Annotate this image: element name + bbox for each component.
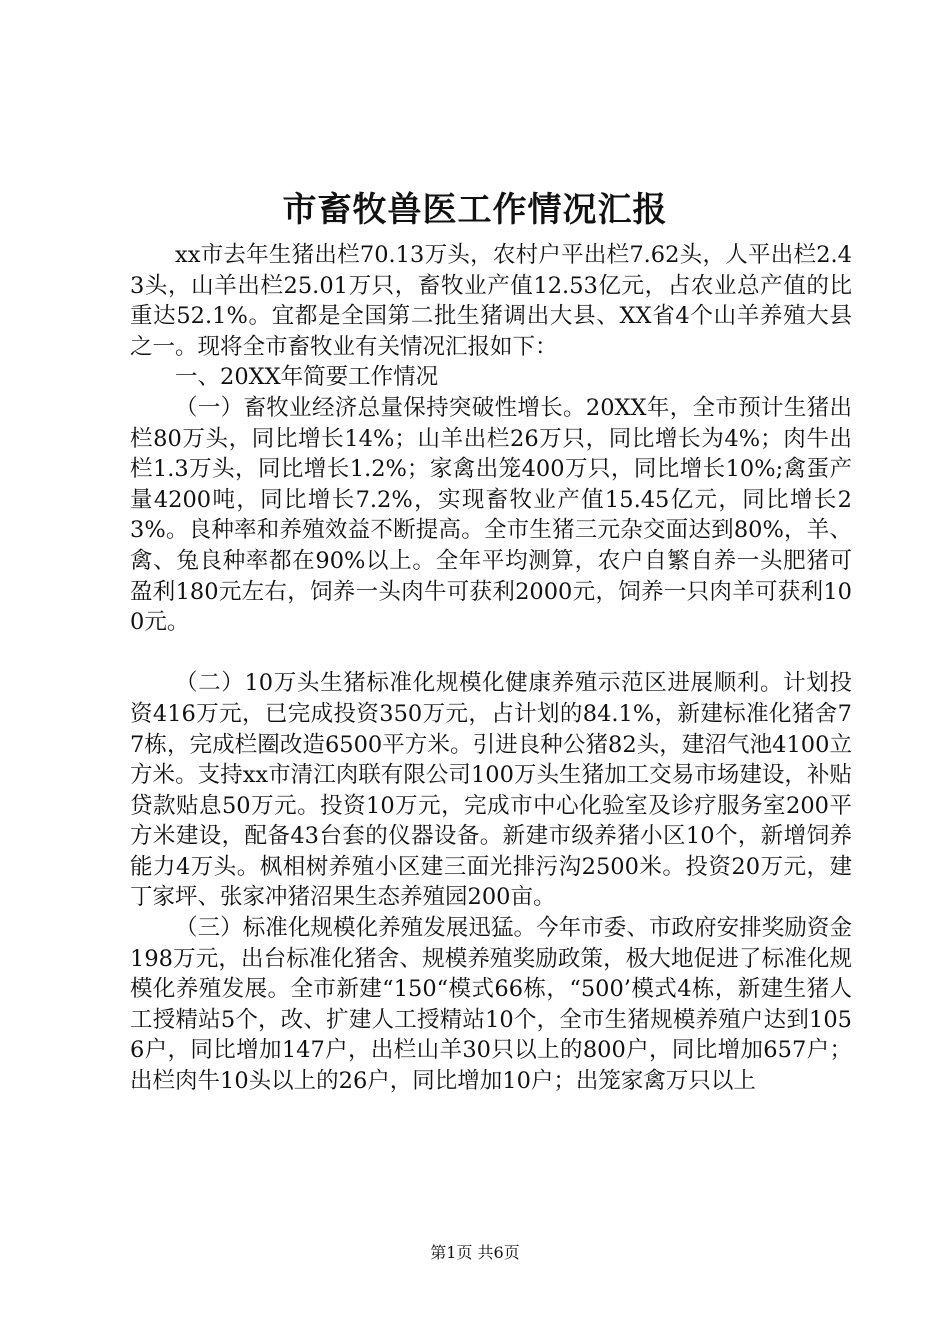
page-footer: 第1页 共6页 (430, 1243, 520, 1262)
paragraph-item-3: （三）标准化规模化养殖发展迅猛。今年市委、市政府安排奖励资金198万元，出台标准化猪舍、规模养殖奖励政策，极大地促进了标准化规模化养殖发展。全市新建“150“模式66栋，“500’模式4栋，新建生猪人工授精站5个，改、扩建人工授精站10个，全市生猪规模养殖户达到1056户，同比增加147户，出栏山羊30只以上的800户，同比增加657户；出栏肉牛10头以上的26户，同比增加10户；出笼家禽万只以上 (130, 915, 852, 1095)
paragraph-intro: xx市去年生猪出栏70.13万头，农村户平出栏7.62头，人平出栏2.43头，山羊出栏25.01万只，畜牧业产值12.53亿元，占农业总产值的比重达52.1%。宜都是全国第二批生猪调出大县、XX省4个山羊养殖大县之一。现将全市畜牧业有关情况汇报如下： (130, 242, 852, 360)
paragraph-gap (130, 638, 852, 669)
section-heading: 一、20XX年简要工作情况 (175, 364, 439, 391)
page-title: 市畜牧兽医工作情况汇报 (282, 190, 668, 230)
paragraph-item-2: （二）10万头生猪标准化规模化健康养殖示范区进展顺利。计划投资416万元，已完成投资350万元，占计划的84.1%，新建标准化猪舍77栋，完成栏圈改造6500平方米。引进良种公猪82头，建沼气池4100立方米。支持xx市清江肉联有限公司100万头生猪加工交易市场建设，补贴贷款贴息50万元。投资10万元，完成市中心化验室及诊疗服务室200平方米建设，配备43台套的仪器设备。新建市级养猪小区10个，新增饲养能力4万头。枫相树养殖小区建三面光排污沟2500米。投资20万元，建丁家坪、张家冲猪沼果生态养殖园200亩。 (130, 670, 852, 911)
document-body (130, 240, 852, 1097)
paragraph-item-1: （一）畜牧业经济总量保持突破性增长。20XX年，全市预计生猪出栏80万头，同比增长14%；山羊出栏26万只，同比增长为4%；肉牛出栏1.3万头，同比增长1.2%；家禽出笼400万只，同比增长10%;禽蛋产量4200吨，同比增长7.2%，实现畜牧业产值15.45亿元，同比增长23%。良种率和养殖效益不断提高。全市生猪三元杂交面达到80%，羊、禽、兔良种率都在90%以上。全年平均测算，农户自繁自养一头肥猪可盈利180元左右，饲养一头肉牛可获利2000元，饲养一只肉羊可获利100元。 (130, 394, 852, 636)
